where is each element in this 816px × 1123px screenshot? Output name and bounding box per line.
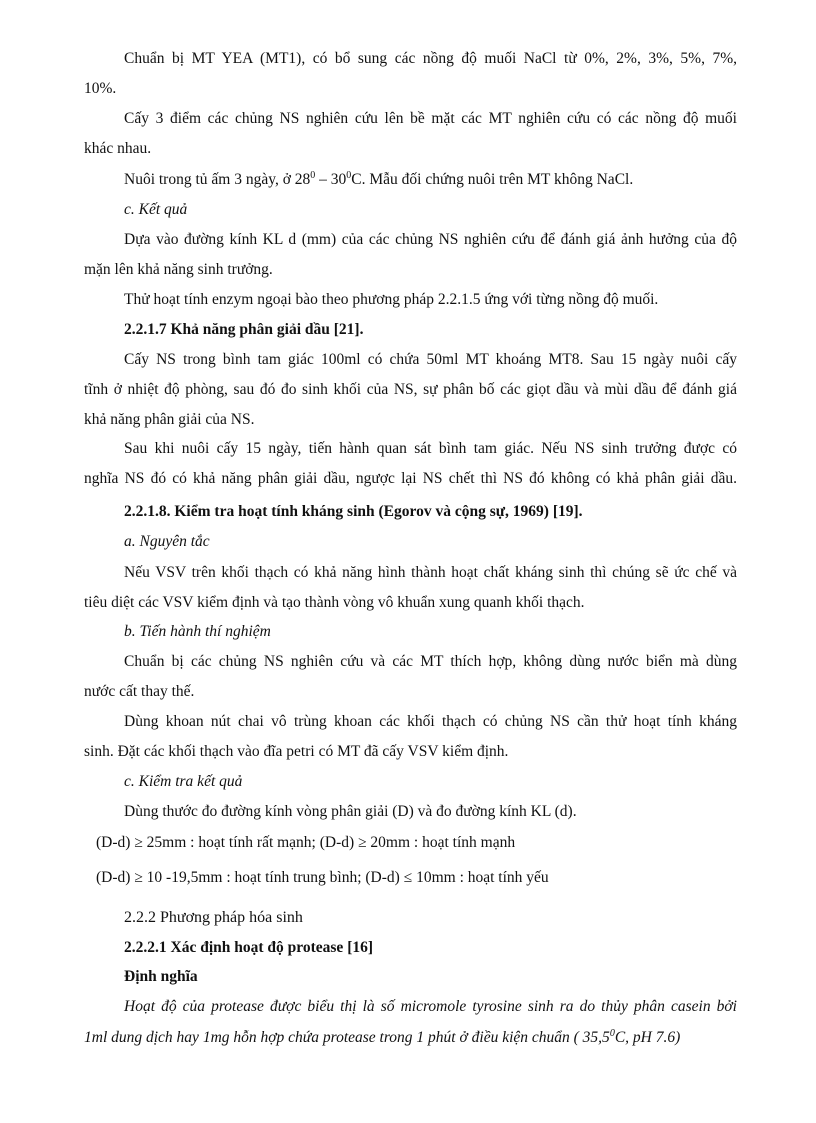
paragraph-line: tĩnh ở nhiệt độ phòng, sau đó đo sinh khối của NS, sự phân bố các giọt dầu và mùi dầu để đánh giá [84, 381, 737, 398]
paragraph-line: Nếu VSV trên khối thạch có khả năng hình thành hoạt chất kháng sinh thì chúng sẽ ức chế và [124, 564, 737, 581]
subheading: c. Kết quả [124, 201, 188, 218]
section-heading: 2.2.1.7 Khả năng phân giải dầu [21]. [124, 321, 364, 338]
paragraph-line: Dùng thước đo đường kính vòng phân giải (D) và đo đường kính KL (d). [124, 803, 577, 820]
section-heading: 2.2.2 Phương pháp hóa sinh [124, 909, 303, 926]
subheading: c. Kiểm tra kết quả [124, 773, 243, 790]
paragraph-line: Sau khi nuôi cấy 15 ngày, tiến hành quan sát bình tam giác. Nếu NS sinh trưởng được có [124, 440, 737, 457]
paragraph-line: khác nhau. [84, 140, 152, 157]
criteria-line: (D-d) ≥ 25mm : hoạt tính rất mạnh; (D-d) ≥ 20mm : hoạt tính mạnh [96, 834, 516, 851]
paragraph-line: Hoạt độ của protease được biểu thị là số micromole tyrosine sinh ra do thủy phân casein bởi [124, 998, 737, 1015]
paragraph-line: nghĩa NS đó có khả năng phân giải dầu, ngược lại NS chết thì NS đó không có khả phân giải dầu. [84, 470, 737, 487]
subheading: Định nghĩa [124, 968, 198, 985]
subheading: a. Nguyên tắc [124, 533, 210, 550]
subheading: b. Tiến hành thí nghiệm [124, 623, 271, 640]
section-heading: 2.2.2.1 Xác định hoạt độ protease [16] [124, 939, 374, 956]
paragraph-line: Nuôi trong tủ ấm 3 ngày, ở $28^0 - 30^0C$. Mẫu đối chứng nuôi trên MT không NaCl. [124, 170, 634, 188]
paragraph-line: nước cất thay thế. [84, 683, 195, 700]
paragraph-line: 1ml dung dịch hay 1mg hỗn hợp chứa protease trong 1 phút ở điều kiện chuẩn ( 35,5$^0$C, pH 7.6) [84, 1028, 681, 1046]
paragraph-line: Chuẩn bị các chủng NS nghiên cứu và các MT thích hợp, không dùng nước biển mà dùng [124, 653, 737, 670]
paragraph-line: sinh. Đặt các khối thạch vào đĩa petri có MT đã cấy VSV kiểm định. [84, 743, 509, 760]
paragraph-line: 10%. [84, 80, 117, 97]
paragraph-line: Thử hoạt tính enzym ngoại bào theo phương pháp 2.2.1.5 ứng với từng nồng độ muối. [124, 291, 659, 308]
paragraph-line: Cấy NS trong bình tam giác 100ml có chứa 50ml MT khoáng MT8. Sau 15 ngày nuôi cấy [124, 351, 737, 368]
criteria-line: (D-d) ≥ 10 -19,5mm : hoạt tính trung bình; (D-d) ≤ 10mm : hoạt tính yếu [96, 869, 549, 886]
paragraph-line: Chuẩn bị MT YEA (MT1), có bổ sung các nồng độ muối NaCl từ 0%, 2%, 3%, 5%, 7%, [124, 50, 737, 67]
section-heading: 2.2.1.8. Kiểm tra hoạt tính kháng sinh (Egorov và cộng sự, 1969) [19]. [124, 503, 583, 520]
paragraph-line: Dựa vào đường kính KL d (mm) của các chủng NS nghiên cứu để đánh giá ảnh hưởng của độ [124, 231, 737, 248]
paragraph-line: tiêu diệt các VSV kiểm định và tạo thành vòng vô khuẩn xung quanh khối thạch. [84, 594, 585, 611]
paragraph-line: Cấy 3 điểm các chủng NS nghiên cứu lên bề mặt các MT nghiên cứu có các nồng độ muối [124, 110, 737, 127]
paragraph-line: mặn lên khả năng sinh trưởng. [84, 261, 273, 278]
paragraph-line: Dùng khoan nút chai vô trùng khoan các khối thạch có chủng NS cần thử hoạt tính kháng [124, 713, 737, 730]
paragraph-line: khả năng phân giải của NS. [84, 411, 255, 428]
